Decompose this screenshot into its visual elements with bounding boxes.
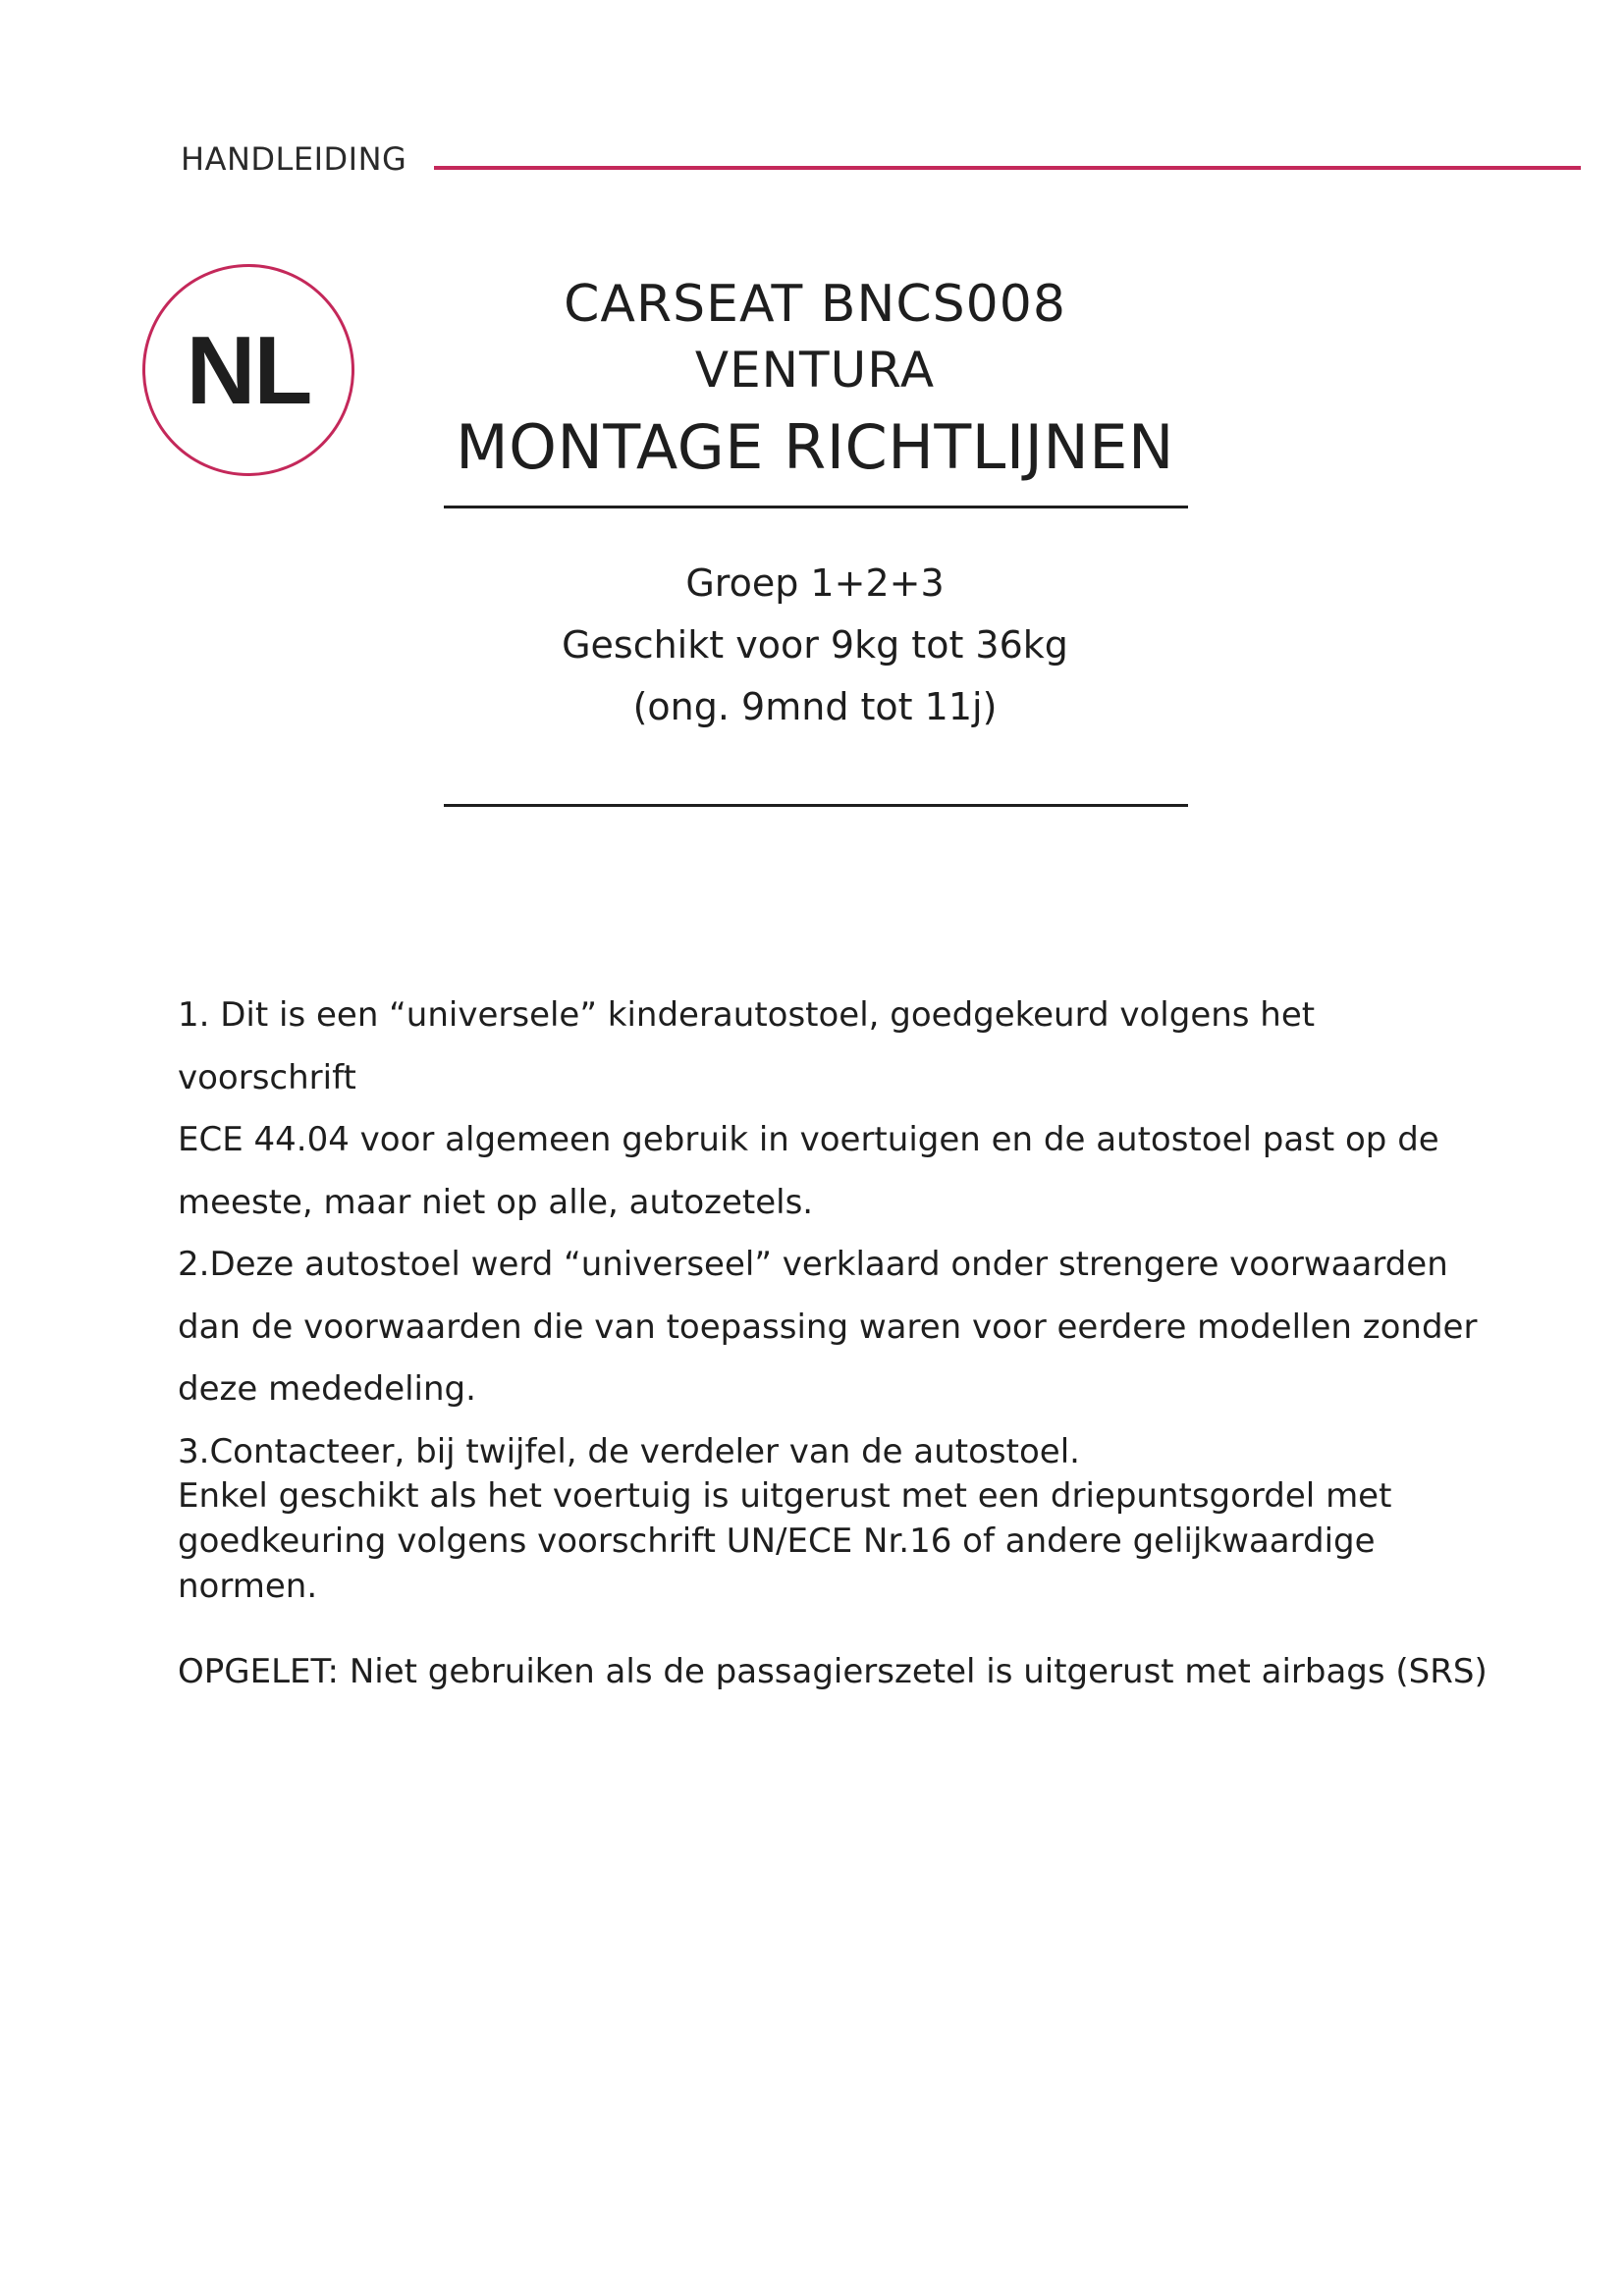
note-line: meeste, maar niet op alle, autozetels.: [178, 1182, 814, 1222]
note-line: 1. Dit is een “universele” kinderautostoel, goedgekeurd volgens het voorschrift: [178, 995, 1316, 1097]
title-divider-bottom: [444, 804, 1188, 807]
language-badge: [142, 264, 354, 476]
belt-requirement: [178, 1473, 1484, 1609]
language-code: NL: [186, 316, 311, 424]
note-line: 2.Deze autostoel werd “universeel” verklaard onder strengere voorwaarden: [178, 1245, 1448, 1284]
document-title: MONTAGE RICHTLIJNEN: [456, 411, 1174, 483]
header-label: HANDLEIDING: [181, 140, 407, 178]
belt-requirement-line: Enkel geschikt als het voertuig is uitgerust met een driepuntsgordel met: [178, 1476, 1392, 1516]
note-line: dan de voorwaarden die van toepassing waren voor eerdere modellen zonder: [178, 1307, 1478, 1347]
spec-age: (ong. 9mnd tot 11j): [632, 685, 998, 728]
note-line: deze mededeling.: [178, 1369, 476, 1409]
product-name: CARSEAT BNCS008: [564, 275, 1066, 334]
belt-requirement-line: goedkeuring volgens voorschrift UN/ECE Nr.16 of andere gelijkwaardige: [178, 1522, 1376, 1561]
airbag-warning: OPGELET: Niet gebruiken als de passagierszetel is uitgerust met airbags (SRS): [178, 1652, 1488, 1691]
belt-requirement-line: normen.: [178, 1567, 318, 1606]
title-divider-top: [444, 506, 1188, 508]
note-line: ECE 44.04 voor algemeen gebruik in voertuigen en de autostoel past op de: [178, 1120, 1439, 1159]
model-name: VENTURA: [694, 342, 936, 399]
notes-list: [178, 985, 1484, 1483]
note-line: 3.Contacteer, bij twijfel, de verdeler van de autostoel.: [178, 1431, 1080, 1471]
header-rule: [434, 166, 1581, 170]
spec-weight: Geschikt voor 9kg tot 36kg: [562, 623, 1068, 667]
spec-group: Groep 1+2+3: [685, 561, 945, 605]
